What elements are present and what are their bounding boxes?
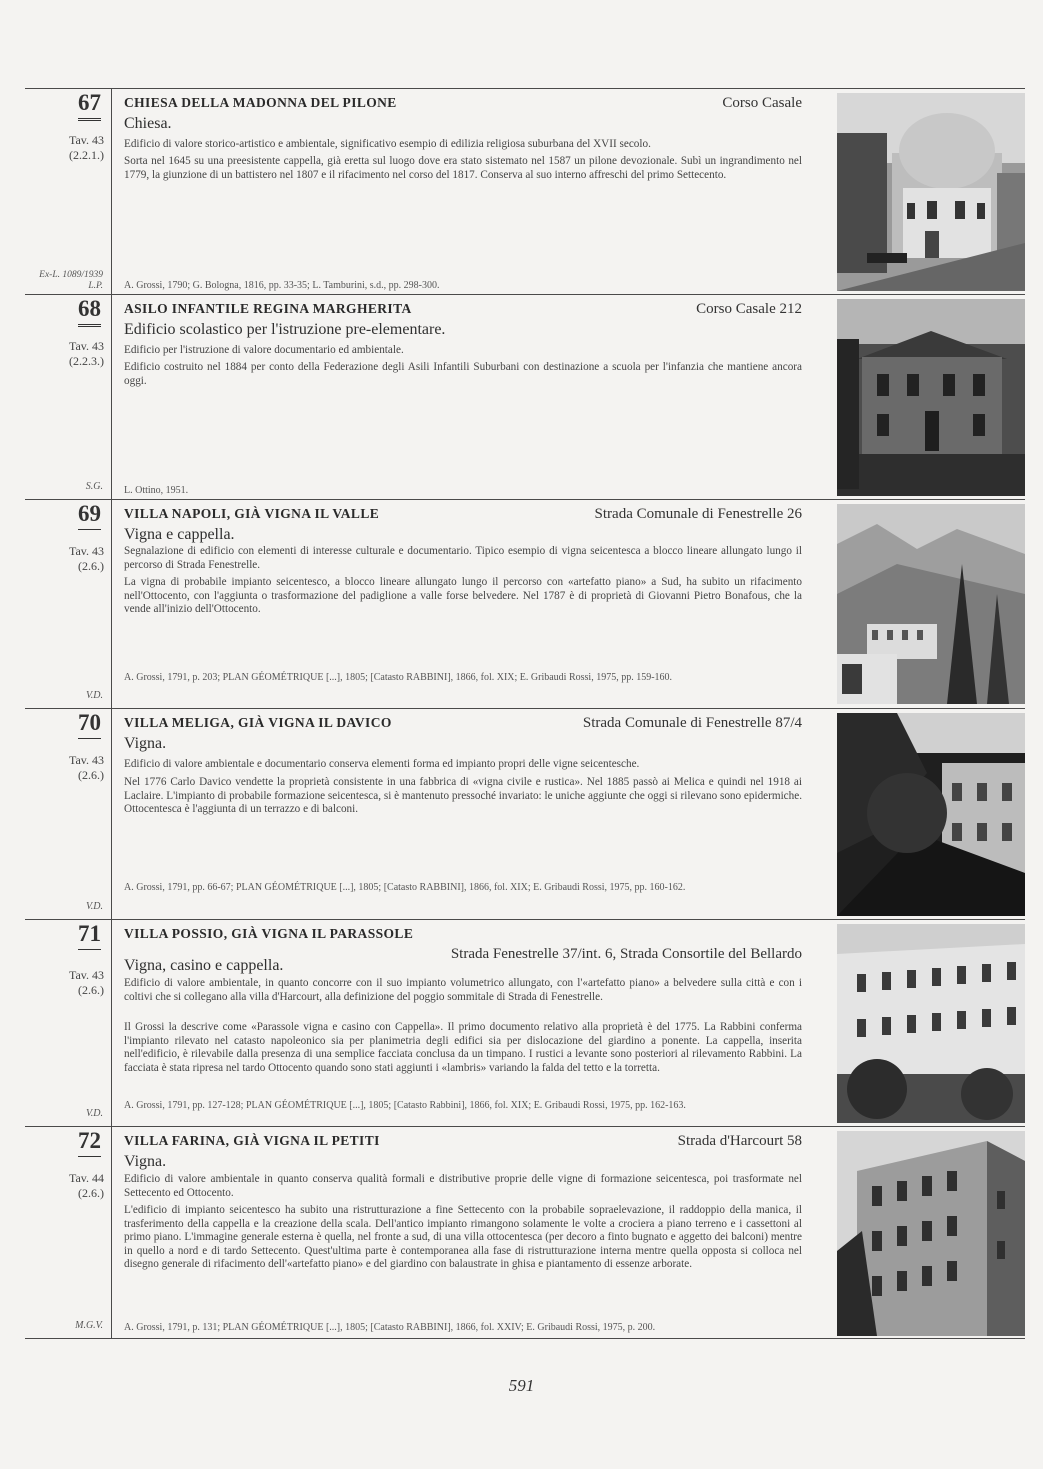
- tavola-ref: Tav. 43 (2.6.): [68, 753, 104, 782]
- entry-subtitle: Vigna e cappella.: [124, 526, 235, 543]
- entry-title: VILLA MELIGA, GIÀ VIGNA IL DAVICO: [124, 715, 392, 730]
- entry-address: Corso Casale: [722, 95, 802, 111]
- entry-photo: [837, 93, 1025, 291]
- entry-description: Edificio di valore ambientale in quanto conserva qualità formali e distributive proprie delle vigne di formazione seicentesca, poi trasformate nel Settecento ed Ottocento.: [124, 1173, 802, 1199]
- entry-title: VILLA FARINA, GIÀ VIGNA IL PETITI: [124, 1133, 380, 1148]
- entry-margin: [25, 1127, 112, 1338]
- entry-margin: [25, 500, 112, 708]
- entry-margin: [25, 709, 112, 919]
- entry-number: 68: [78, 297, 101, 327]
- entry-67: [25, 88, 1025, 294]
- catalogue-sheet: [25, 88, 1025, 1339]
- entry-text: L'edificio di impianto seicentesco ha subito una ristrutturazione a fine Settecento con la probabile sopraelevazione, il raddoppio della manica, il trasferimento della cappella e la creazione della scala. Dell'antico impianto rimangono solamente le volte a crociera a piano terreno e i cassettoni al primo piano. L'immagine generale esterna è quella, nel fronte a sud, di una villa ottocentesca (per decoro a finto bugnato e aggetto dei balconi) mentre in quello a nord e di tardo Settecento. Quest'ultima parte è contemporanea alla fase di ristrutturazione interna mentre quella opposta si colloca nel disegno generale di rifacimento dell'«artefatto piano» e del giardino con balaustrate in ghisa e piantamento di essenze arborate.: [124, 1204, 802, 1271]
- entry-70: [25, 708, 1025, 919]
- entry-address: Corso Casale 212: [696, 301, 802, 317]
- entry-69: [25, 499, 1025, 708]
- entry-margin: [25, 295, 112, 499]
- entry-bibliography: A. Grossi, 1791, p. 131; PLAN GÉOMÉTRIQUE [...], 1805; [Catasto RABBINI], 1866, fol. XXIV; E. Gribaudi Rossi, 1975, p. 200.: [124, 1322, 656, 1333]
- entry-bibliography: A. Grossi, 1790; G. Bologna, 1816, pp. 33-35; L. Tamburini, s.d., pp. 298-300.: [124, 280, 440, 291]
- entry-author: M.G.V.: [75, 1320, 103, 1331]
- entry-description: Edificio di valore ambientale e documentario conserva elementi forma ed impianto propri delle vigne seicentesche.: [124, 758, 640, 770]
- tavola-ref: Tav. 44 (2.6.): [68, 1171, 104, 1200]
- entry-71: [25, 919, 1025, 1126]
- entry-description: Edificio per l'istruzione di valore documentario ed ambientale.: [124, 344, 404, 356]
- entry-margin: [25, 89, 112, 294]
- entry-photo: [837, 504, 1025, 704]
- entry-number: 72: [78, 1129, 101, 1157]
- entry-number: 70: [78, 711, 101, 739]
- entry-author: V.D.: [85, 690, 103, 701]
- entry-text: La vigna di probabile impianto seicentesco, a blocco lineare allungato lungo il percorso con «artefatto piano» a Sud, ha subito un rifacimento nell'Ottocento, con l'aggiunta o trasformazione del padiglione a valle forse belvedere. Nel 1787 è di proprietà di Giovanni Pietro Bonafous, che la vende all'inizio dell'Ottocento.: [124, 576, 802, 616]
- entry-description: Edificio di valore ambientale, in quanto concorre con il suo impianto volumetrico allungato, con l'«artefatto piano» a belvedere sulla città e con i coltivi che si collegano alla villa d'Harcourt, alla definizione del poggio sommitale di Strada di Fenestrelle.: [124, 977, 802, 1003]
- entry-description: Segnalazione di edificio con elementi di interesse culturale e documentario. Tipico esempio di vigna seicentesca a blocco lineare allungato lungo il percorso di Strada Fenestrelle.: [124, 545, 802, 571]
- entry-subtitle: Chiesa.: [124, 115, 172, 132]
- page-number: 591: [508, 1376, 535, 1395]
- entry-subtitle: Vigna, casino e cappella.: [124, 957, 284, 974]
- entry-description: Edificio di valore storico-artistico e ambientale, significativo esempio di edilizia religiosa suburbana del XVII secolo.: [124, 138, 651, 150]
- entry-68: [25, 294, 1025, 499]
- entry-72: [25, 1126, 1025, 1339]
- entry-title: VILLA POSSIO, GIÀ VIGNA IL PARASSOLE: [124, 926, 414, 941]
- entry-title: ASILO INFANTILE REGINA MARGHERITA: [124, 301, 412, 316]
- entry-subtitle: Edificio scolastico per l'istruzione pre-elementare.: [124, 321, 446, 338]
- entry-text: Sorta nel 1645 su una preesistente cappella, già eretta sul luogo dove era stato sistemato nel 1587 un pilone devozionale. Subì un ingrandimento nel 1779, la giunzione di un battistero nel 1807 e il rifacimento nel corso del 1817. Conserva al suo interno affreschi del primo Settecento.: [124, 155, 802, 181]
- entry-photo: [837, 713, 1025, 916]
- entry-author: V.D.: [85, 901, 103, 912]
- tavola-ref: Tav. 43 (2.2.3.): [68, 339, 104, 368]
- entry-number: 69: [78, 502, 101, 530]
- entry-bibliography: A. Grossi, 1791, p. 203; PLAN GÉOMÉTRIQUE [...], 1805; [Catasto RABBINI], 1866, fol. XIX; E. Gribaudi Rossi, 1975, pp. 159-160.: [124, 672, 673, 683]
- entry-title: VILLA NAPOLI, GIÀ VIGNA IL VALLE: [124, 506, 380, 521]
- tavola-ref: Tav. 43 (2.6.): [68, 968, 104, 997]
- entry-margin: [25, 920, 112, 1126]
- entry-photo: [837, 299, 1025, 496]
- entry-subtitle: Vigna.: [124, 735, 167, 752]
- entry-text: Nel 1776 Carlo Davico vendette la proprietà consistente in una fabbrica di «vigna civile e rustica». Nel 1885 passò ai Melica e quindi nel 1918 ai Laclaire. L'impianto di probabile formazione seicentesca, si è mantenuto pressoché invariato: le uniche aggiunte che oggi si rilevano sono epidermiche. Ottocentesca è l'aggiunta di un terrazzo e di balconi.: [124, 776, 802, 816]
- entry-text: Il Grossi la descrive come «Parassole vigna e casino con Cappella». Il primo documento relativo alla proprietà è del 1775. La Rabbini conferma l'impianto rilevato nel catasto napoleonico sia per planimetria degli edifici sia per dislocazione del giardino a ponente. La cappella, inserita nell'edificio, è rilevabile dalla presenza di una semplice facciata conclusa da un timpano. I rustici a levante sono posteriori al rilevamento Rabbini. La facciata è stata ripresa nel tardo Ottocento quando sono stati aggiunti i «lambris» variando la falda del tetto e la torretta.: [124, 1021, 802, 1074]
- entry-number: 71: [78, 922, 101, 950]
- entry-bibliography: L. Ottino, 1951.: [124, 485, 189, 496]
- tavola-ref: Tav. 43 (2.2.1.): [68, 133, 104, 162]
- entry-bibliography: A. Grossi, 1791, pp. 127-128; PLAN GÉOMÉTRIQUE [...], 1805; [Catasto Rabbini], 1866, fol. XIX; E. Gribaudi Rossi, 1975, pp. 162-163.: [124, 1100, 686, 1111]
- entry-address: Strada Comunale di Fenestrelle 26: [594, 506, 802, 522]
- entry-address: Strada d'Harcourt 58: [677, 1133, 802, 1149]
- tavola-ref: Tav. 43 (2.6.): [68, 544, 104, 573]
- entry-photo: [837, 1131, 1025, 1336]
- entry-address: Strada Fenestrelle 37/int. 6, Strada Consortile del Bellardo: [450, 946, 802, 962]
- entry-author: V.D.: [85, 1108, 103, 1119]
- entry-bibliography: A. Grossi, 1791, pp. 66-67; PLAN GÉOMÉTRIQUE [...], 1805; [Catasto RABBINI], 1866, fol. XIX; E. Gribaudi Rossi, 1975, pp. 160-162.: [124, 882, 686, 893]
- legal-ref-and-author: Ex-L. 1089/1939 L.P.: [39, 270, 103, 291]
- entry-address: Strada Comunale di Fenestrelle 87/4: [582, 715, 802, 731]
- entry-title: CHIESA DELLA MADONNA DEL PILONE: [124, 95, 397, 110]
- entry-text: Edificio costruito nel 1884 per conto della Federazione degli Asili Infantili Suburbani con destinazione a scuola per l'infanzia che mantiene ancora oggi.: [124, 361, 802, 387]
- entry-number: 67: [78, 91, 101, 121]
- entry-subtitle: Vigna.: [124, 1153, 167, 1170]
- entry-photo: [837, 924, 1025, 1123]
- entry-author: S.G.: [85, 481, 103, 492]
